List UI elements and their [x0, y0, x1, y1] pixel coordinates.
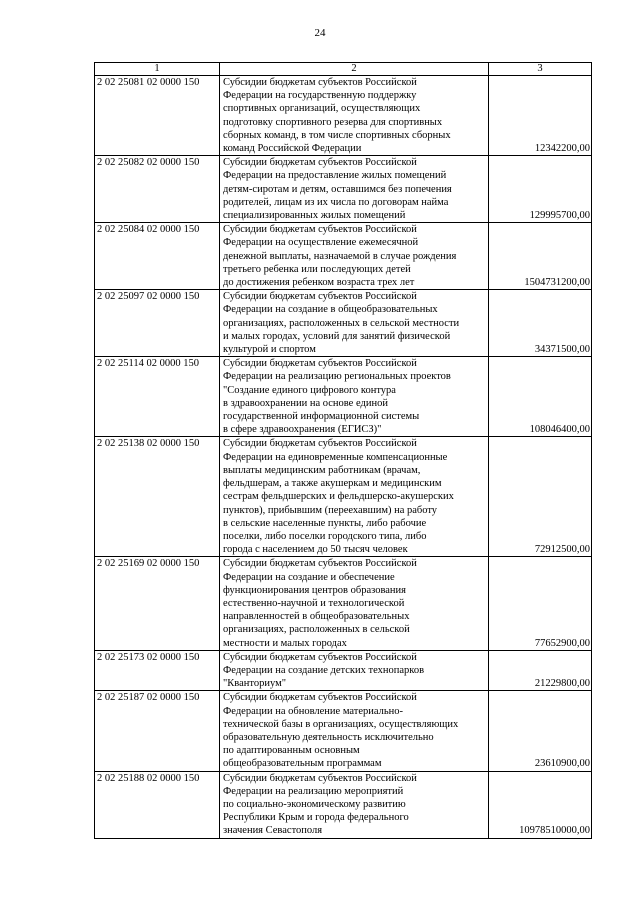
column-header-code: 1	[95, 63, 220, 76]
subsidy-name-cell: Субсидии бюджетам субъектов Российской Федерации на создание в общеобразовательных организациях, расположенных в сельской местности и малых городах, условий для занятий физической культурой и спортом	[220, 290, 489, 357]
table-header-row	[95, 63, 592, 76]
amount-cell: 34371500,00	[489, 290, 592, 357]
budget-code-cell: 2 02 25082 02 0000 150	[95, 156, 220, 223]
amount-cell: 108046400,00	[489, 357, 592, 437]
budget-code-cell: 2 02 25114 02 0000 150	[95, 357, 220, 437]
subsidy-name-cell: Субсидии бюджетам субъектов Российской Федерации на создание и обеспечение функционирования центров образования естественно-научной и технологической направленностей в общеобразовательных организациях, расположенных в сельской местности и малых городах	[220, 557, 489, 650]
budget-code-cell: 2 02 25081 02 0000 150	[95, 76, 220, 156]
amount-cell: 10978510000,00	[489, 771, 592, 838]
table-row	[95, 290, 592, 357]
amount-cell: 23610900,00	[489, 691, 592, 771]
table-row	[95, 76, 592, 156]
subsidy-name-cell: Субсидии бюджетам субъектов Российской Федерации на государственную поддержку спортивных организаций, осуществляющих подготовку спортивного резерва для спортивных сборных команд, в том числе спортивных сборных команд Российской Федерации	[220, 76, 489, 156]
subsidy-name-cell: Субсидии бюджетам субъектов Российской Федерации на единовременные компенсационные выплаты медицинским работникам (врачам, фельдшерам, а также акушеркам и медицинским сестрам фельдшерских и фельдшерско-акушерских пунктов), прибывшим (переехавшим) на работу в сельские населенные пункты, либо рабочие поселки, либо поселки городского типа, либо города с населением до 50 тысяч человек	[220, 437, 489, 557]
table-row	[95, 650, 592, 691]
amount-cell: 1504731200,00	[489, 223, 592, 290]
table-row	[95, 557, 592, 650]
amount-cell: 12342200,00	[489, 76, 592, 156]
budget-code-cell: 2 02 25188 02 0000 150	[95, 771, 220, 838]
column-header-name: 2	[220, 63, 489, 76]
budget-code-cell: 2 02 25097 02 0000 150	[95, 290, 220, 357]
budget-revenue-table	[94, 62, 592, 839]
budget-code-cell: 2 02 25138 02 0000 150	[95, 437, 220, 557]
subsidy-name-cell: Субсидии бюджетам субъектов Российской Федерации на предоставление жилых помещений детям-сиротам и детям, оставшимся без попечения родителей, лицам из их числа по договорам найма специализированных жилых помещений	[220, 156, 489, 223]
amount-cell: 129995700,00	[489, 156, 592, 223]
table-row	[95, 437, 592, 557]
budget-code-cell: 2 02 25187 02 0000 150	[95, 691, 220, 771]
subsidy-name-cell: Субсидии бюджетам субъектов Российской Федерации на осуществление ежемесячной денежной выплаты, назначаемой в случае рождения третьего ребенка или последующих детей до достижения ребенком возраста трех лет	[220, 223, 489, 290]
table-row	[95, 357, 592, 437]
subsidy-name-cell: Субсидии бюджетам субъектов Российской Федерации на реализацию мероприятий по социально-экономическому развитию Республики Крым и города федерального значения Севастополя	[220, 771, 489, 838]
subsidy-name-cell: Субсидии бюджетам субъектов Российской Федерации на реализацию региональных проектов "Создание единого цифрового контура в здравоохранении на основе единой государственной информационной системы в сфере здравоохранения (ЕГИСЗ)"	[220, 357, 489, 437]
table-row	[95, 771, 592, 838]
page-number: 24	[314, 27, 326, 39]
subsidy-name-cell: Субсидии бюджетам субъектов Российской Федерации на создание детских технопарков "Кванториум"	[220, 650, 489, 691]
subsidy-name-cell: Субсидии бюджетам субъектов Российской Федерации на обновление материально- технической базы в организациях, осуществляющих образовательную деятельность исключительно по адаптированным основным общеобразовательным программам	[220, 691, 489, 771]
budget-code-cell: 2 02 25169 02 0000 150	[95, 557, 220, 650]
budget-code-cell: 2 02 25173 02 0000 150	[95, 650, 220, 691]
table-body	[95, 63, 592, 839]
budget-code-cell: 2 02 25084 02 0000 150	[95, 223, 220, 290]
amount-cell: 21229800,00	[489, 650, 592, 691]
table-row	[95, 223, 592, 290]
table-row	[95, 156, 592, 223]
table-row	[95, 691, 592, 771]
amount-cell: 77652900,00	[489, 557, 592, 650]
amount-cell: 72912500,00	[489, 437, 592, 557]
column-header-amount: 3	[489, 63, 592, 76]
